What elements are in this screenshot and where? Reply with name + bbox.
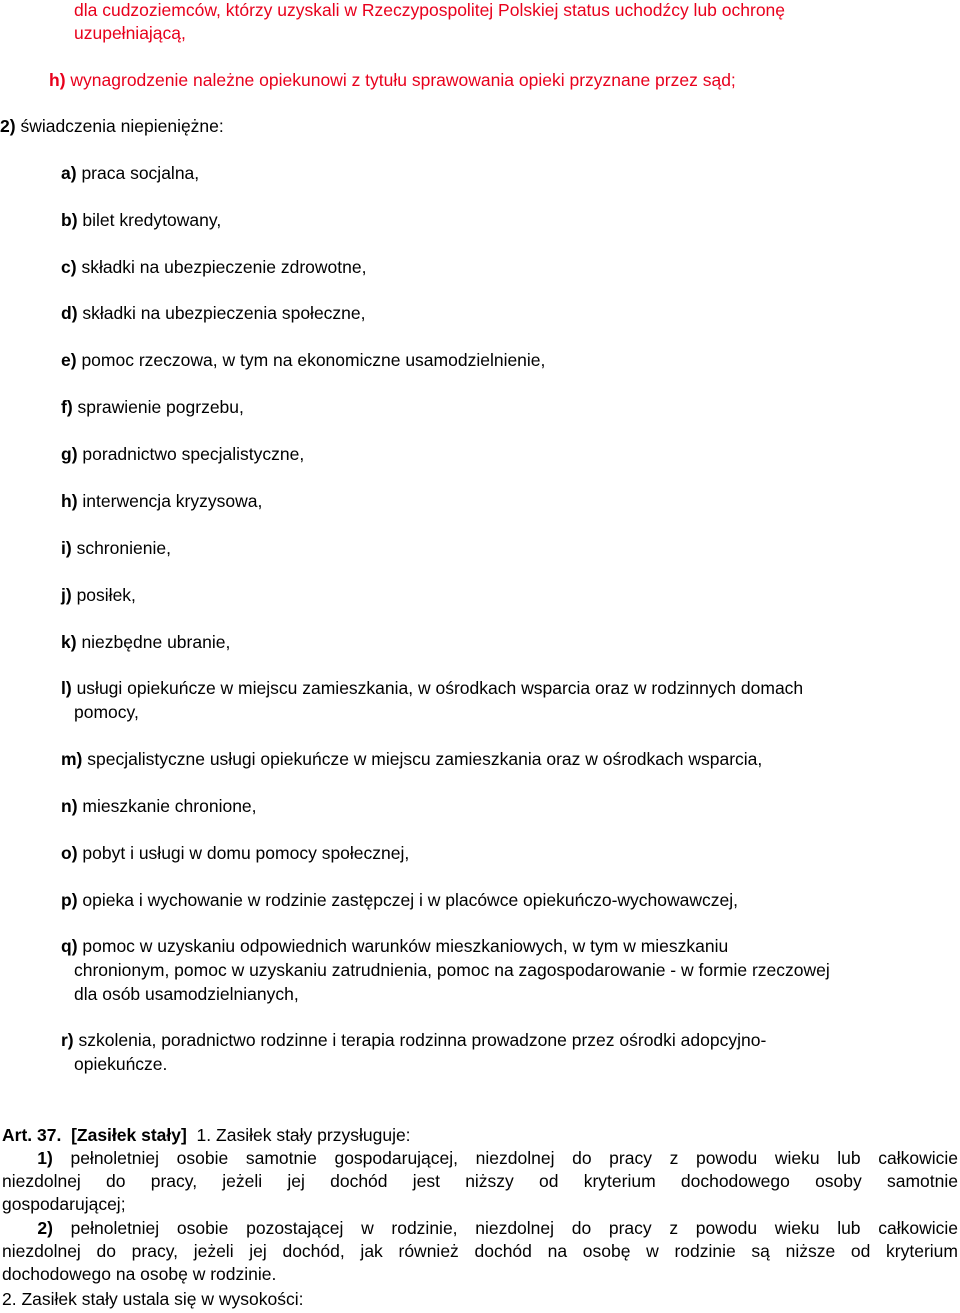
list-item xyxy=(61,349,545,371)
point-label: 2) xyxy=(37,1218,53,1238)
list-item-continuation: pomocy, xyxy=(74,702,139,722)
list-label: f) xyxy=(61,397,73,417)
list-item xyxy=(61,677,803,699)
list-text: składki na ubezpieczenia społeczne, xyxy=(82,303,366,323)
list-text: schronienie, xyxy=(76,538,171,558)
article-heading xyxy=(2,1124,411,1146)
list-item xyxy=(61,162,199,184)
point-line: dochodowego na osobę w rodzinie. xyxy=(2,1264,277,1284)
point-label: 1) xyxy=(37,1148,53,1168)
list-text: opieka i wychowanie w rodzinie zastępczej i w placówce opiekuńczo-wychowawczej, xyxy=(82,890,738,910)
list-text: posiłek, xyxy=(76,585,136,605)
list-item xyxy=(61,396,244,418)
list-label: m) xyxy=(61,749,83,769)
list-item xyxy=(61,584,136,606)
list-text: szkolenia, poradnictwo rodzinne i terapia rodzinna prowadzone przez ośrodki adopcyjno- xyxy=(78,1030,767,1050)
list-item xyxy=(61,842,409,864)
paragraph-2: 2. Zasiłek stały ustala się w wysokości: xyxy=(2,1289,304,1309)
list-label: n) xyxy=(61,796,78,816)
list-text: sprawienie pogrzebu, xyxy=(77,397,244,417)
article-title: [Zasiłek stały] xyxy=(71,1125,187,1145)
list-text: pobyt i usługi w domu pomocy społecznej, xyxy=(82,843,410,863)
list-text: poradnictwo specjalistyczne, xyxy=(82,444,305,464)
list-text: niezbędne ubranie, xyxy=(81,632,231,652)
point-2 xyxy=(2,1217,958,1286)
list-item-continuation: dla osób usamodzielnianych, xyxy=(74,984,299,1004)
section-heading xyxy=(0,115,224,137)
list-label: q) xyxy=(61,936,78,956)
list-text: specjalistyczne usługi opiekuńcze w miejscu zamieszkania oraz w ośrodkach wsparcia, xyxy=(87,749,763,769)
list-text: bilet kredytowany, xyxy=(82,210,222,230)
list-item-continuation: chronionym, pomoc w uzyskaniu zatrudnienia, pomoc na zagospodarowanie - w formie rzeczowej xyxy=(74,960,830,980)
list-label: d) xyxy=(61,303,78,323)
list-label: h) xyxy=(49,70,66,90)
list-item xyxy=(61,935,728,957)
list-label: p) xyxy=(61,890,78,910)
list-item-continuation: opiekuńcze. xyxy=(74,1054,168,1074)
paragraph-number: 1. xyxy=(196,1125,212,1145)
list-label: r) xyxy=(61,1030,74,1050)
list-label: h) xyxy=(61,491,78,511)
list-label: l) xyxy=(61,678,72,698)
list-label: e) xyxy=(61,350,77,370)
list-item xyxy=(61,1029,766,1051)
point-line: niezdolnej do pracy, jeżeli jej dochód jest niższy od kryterium dochodowego osoby samotnie xyxy=(2,1171,958,1191)
list-text: składki na ubezpieczenie zdrowotne, xyxy=(81,257,367,277)
point-text: pełnoletniej osobie samotnie gospodarującej, niezdolnej do pracy z powodu wieku lub całkowicie xyxy=(70,1148,958,1168)
list-text: praca socjalna, xyxy=(81,163,200,183)
list-label: o) xyxy=(61,843,78,863)
list-text: pomoc w uzyskaniu odpowiednich warunków mieszkaniowych, w tym w mieszkaniu xyxy=(82,936,729,956)
point-line xyxy=(2,1217,958,1240)
list-text: usługi opiekuńcze w miejscu zamieszkania, w ośrodkach wsparcia oraz w rodzinnych domach xyxy=(76,678,804,698)
article-label: Art. 37. xyxy=(2,1125,62,1145)
point-text: pełnoletniej osobie pozostającej w rodzinie, niezdolnej do pracy z powodu wieku lub całkowicie xyxy=(70,1218,958,1238)
list-item xyxy=(61,537,171,559)
list-item xyxy=(61,209,221,231)
list-item xyxy=(61,443,304,465)
list-text: wynagrodzenie należne opiekunowi z tytułu sprawowania opieki przyznane przez sąd; xyxy=(70,70,736,90)
list-item xyxy=(61,631,230,653)
point-1 xyxy=(2,1147,958,1216)
list-label: b) xyxy=(61,210,78,230)
point-line: gospodarującej; xyxy=(2,1194,126,1214)
list-label: i) xyxy=(61,538,72,558)
list-label: a) xyxy=(61,163,77,183)
point-line xyxy=(2,1147,958,1170)
list-label: g) xyxy=(61,444,78,464)
list-item xyxy=(61,795,257,817)
section-label: 2) xyxy=(0,116,16,136)
list-label: k) xyxy=(61,632,77,652)
list-item xyxy=(61,748,762,770)
list-text: mieszkanie chronione, xyxy=(82,796,257,816)
list-item xyxy=(61,490,262,512)
list-text: pomoc rzeczowa, w tym na ekonomiczne usamodzielnienie, xyxy=(81,350,546,370)
list-text: interwencja kryzysowa, xyxy=(82,491,263,511)
list-label: j) xyxy=(61,585,72,605)
list-item xyxy=(61,302,366,324)
list-item xyxy=(61,256,366,278)
list-label: c) xyxy=(61,257,77,277)
point-line: niezdolnej do pracy, jeżeli jej dochód, jak również dochód na osobę w rodzinie są niższe od kryterium xyxy=(2,1241,958,1261)
paragraph-text: Zasiłek stały przysługuje: xyxy=(216,1125,411,1145)
red-text-line: uzupełniającą, xyxy=(74,23,186,43)
red-list-item-h xyxy=(49,69,736,91)
list-item xyxy=(61,889,738,911)
red-text-line: dla cudzoziemców, którzy uzyskali w Rzeczypospolitej Polskiej status uchodźcy lub ochronę xyxy=(74,0,786,20)
section-title: świadczenia niepieniężne: xyxy=(20,116,224,136)
